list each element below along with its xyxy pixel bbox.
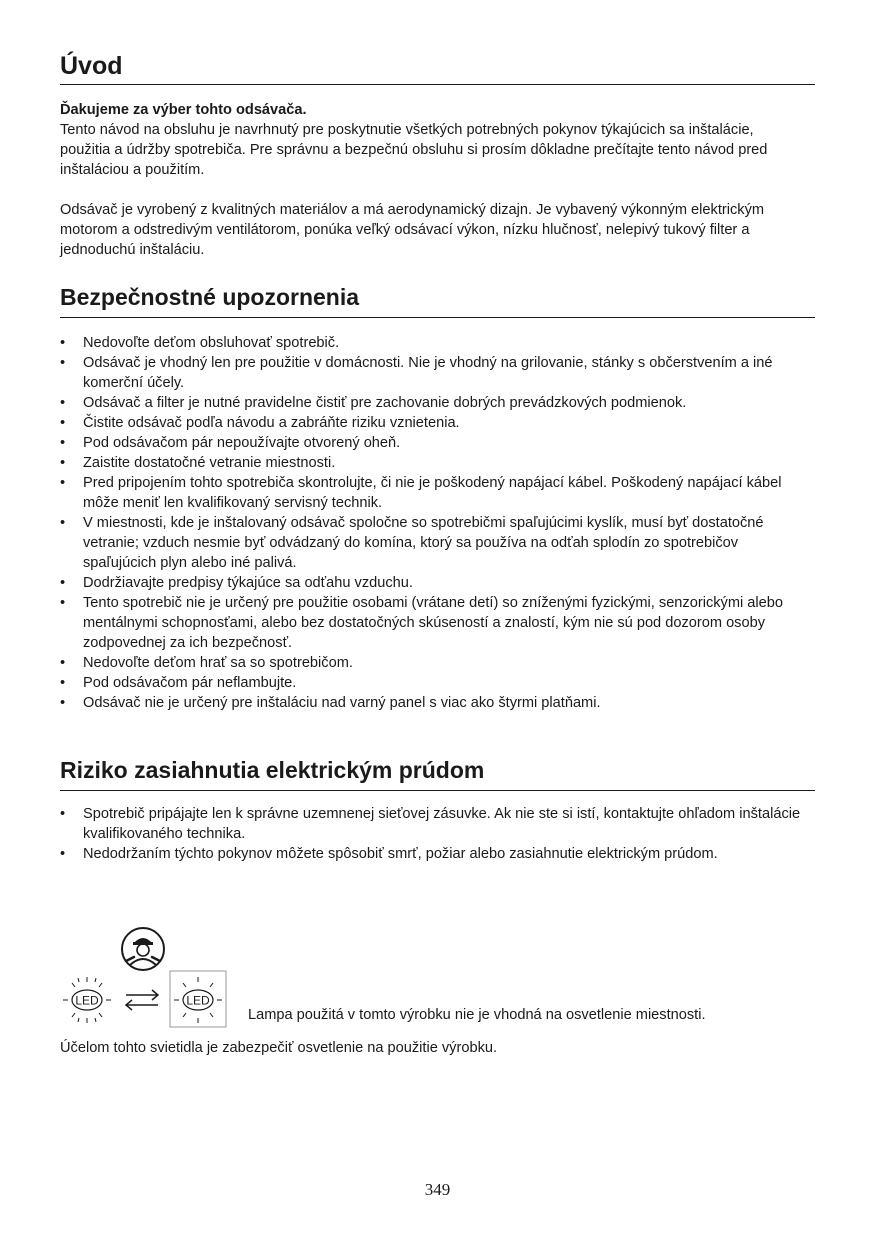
list-item: • Pod odsávačom pár nepoužívajte otvorený oheň.	[60, 433, 815, 453]
exchange-arrows-icon	[126, 990, 158, 1010]
intro-thanks: Ďakujeme za výber tohto odsávača.	[60, 102, 307, 118]
list-item: • Čistite odsávač podľa návodu a zabráňte riziku vznietenia.	[60, 413, 815, 433]
list-item: • Odsávač nie je určený pre inštaláciu nad varný panel s viac ako štyrmi platňami.	[60, 693, 815, 713]
list-item: • Nedovoľte deťom obsluhovať spotrebič.	[60, 333, 815, 353]
list-item: • Zaistite dostatočné vetranie miestnosti.	[60, 453, 815, 473]
safety-list	[60, 333, 815, 713]
list-item: • Tento spotrebič nie je určený pre použitie osobami (vrátane detí) so zníženými fyzickými, senzorickými alebo mentálnymi schopnosťami, alebo bez dostatočných skúseností a znalostí, kým nie sú pod dozorom osoby zodpovednej za ich bezpečnosť.	[60, 593, 815, 653]
electric-heading: Riziko zasiahnutia elektrickým prúdom	[60, 757, 815, 791]
led-icon	[170, 971, 226, 1027]
list-item: • Pred pripojením tohto spotrebiča skontrolujte, či nie je poškodený napájací kábel. Poškodený napájací kábel môže meniť len kvalifikovaný servisný technik.	[60, 473, 815, 513]
page-number: 349	[424, 1180, 451, 1199]
list-item: • Nedodržaním týchto pokynov môžete spôsobiť smrť, požiar alebo zasiahnutie elektrickým prúdom.	[60, 844, 815, 864]
lamp-note: Lampa použitá v tomto výrobku nie je vhodná na osvetlenie miestnosti.	[248, 1007, 706, 1023]
list-item: • Odsávač je vhodný len pre použitie v domácnosti. Nie je vhodný na grilovanie, stánky s občerstvením a iné komerční účely.	[60, 353, 815, 393]
intro-heading: Úvod	[60, 52, 815, 85]
electric-list	[60, 804, 815, 864]
list-item: • Dodržiavajte predpisy týkajúce sa odťahu vzduchu.	[60, 573, 815, 593]
intro-paragraph-2: Odsávač je vyrobený z kvalitných materiálov a má aerodynamický dizajn. Je vybavený výkonným elektrickým motorom a odstredivým ventilátorom, ponúka veľký odsávací výkon, nízku hlučnosť, nelepivý tukový filter a jednoduchú inštaláciu.	[60, 202, 765, 258]
lamp-purpose: Účelom tohto svietidla je zabezpečiť osvetlenie na použitie výrobku.	[60, 1040, 498, 1056]
led-label: LED	[75, 993, 99, 1008]
list-item: • V miestnosti, kde je inštalovaný odsávač spoločne so spotrebičmi spaľujúcimi kyslík, musí byť dostatočné vetranie; vzduch nesmie byť odvádzaný do komína, ktorý sa používa na odťah splodín zo spotrebičov spaľujúcich plyn alebo iné palivá.	[60, 513, 815, 573]
safety-heading: Bezpečnostné upozornenia	[60, 284, 815, 318]
technician-icon	[122, 928, 164, 970]
list-item: • Pod odsávačom pár neflambujte.	[60, 673, 815, 693]
led-label: LED	[186, 993, 210, 1008]
lamp-icons	[60, 925, 235, 1030]
led-icon	[63, 977, 111, 1023]
list-item: • Spotrebič pripájajte len k správne uzemnenej sieťovej zásuvke. Ak nie ste si istí, kontaktujte ohľadom inštalácie kvalifikovaného technika.	[60, 804, 815, 844]
list-item: • Nedovoľte deťom hrať sa so spotrebičom.	[60, 653, 815, 673]
intro-paragraph-1: Tento návod na obsluhu je navrhnutý pre poskytnutie všetkých potrebných pokynov týkajúcich sa inštalácie, použitia a údržby spotrebiča. Pre správnu a bezpečnú obsluhu si prosím dôkladne prečítajte tento návod pred inštaláciou a použitím.	[60, 122, 768, 178]
list-item: • Odsávač a filter je nutné pravidelne čistiť pre zachovanie dobrých prevádzkových podmienok.	[60, 393, 815, 413]
